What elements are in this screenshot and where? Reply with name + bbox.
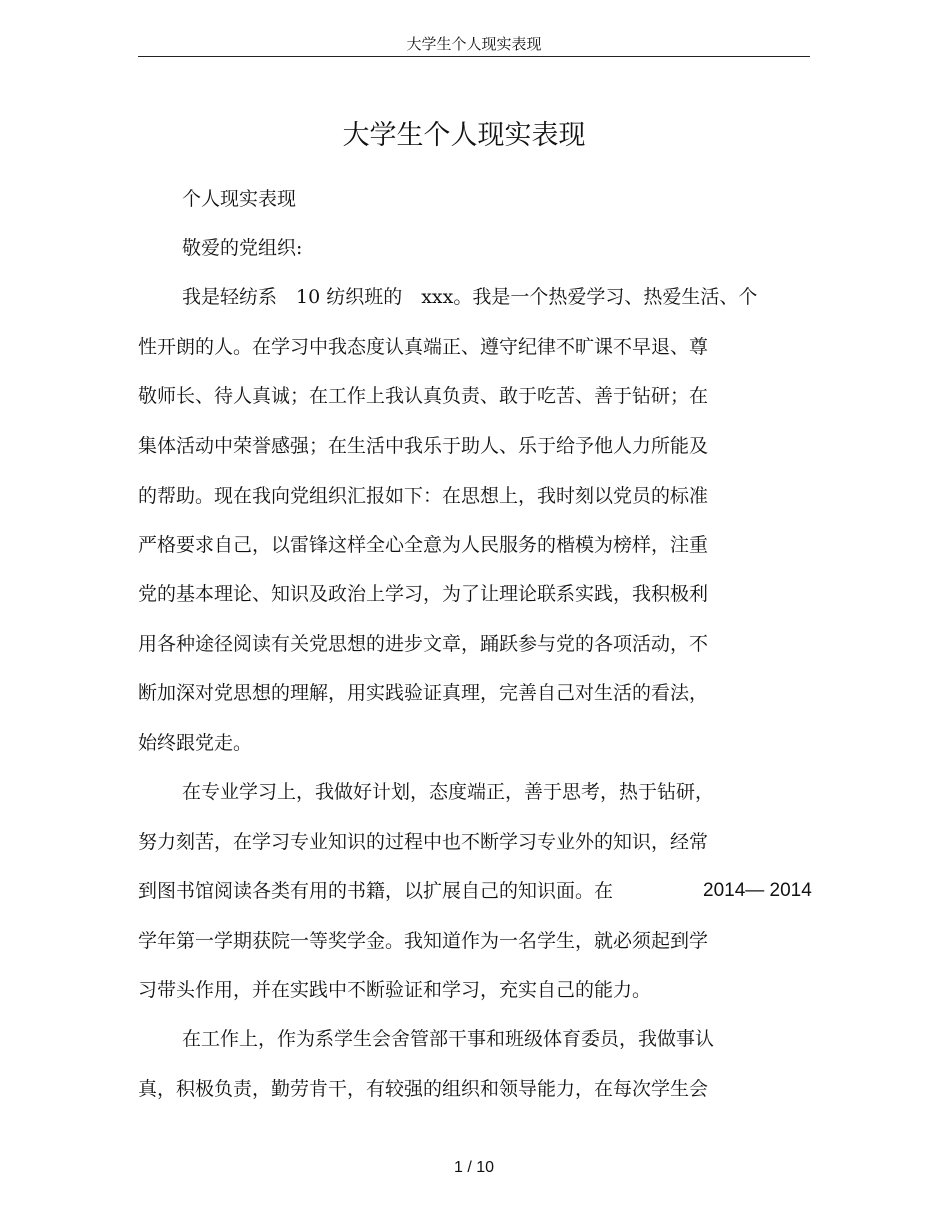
paragraph-2-line-1: 在专业学习上，我做好计划，态度端正，善于思考，热于钻研， (182, 781, 715, 803)
paragraph-3-line-2: 真，积极负责，勤劳肯干，有较强的组织和领导能力，在每次学生会 (138, 1078, 709, 1100)
paragraph-1-line-8: 用各种途径阅读有关党思想的进步文章，踊跃参与党的各项活动，不 (138, 633, 709, 655)
paragraph-3-line-1: 在工作上，作为系学生会舍管部干事和班级体育委员，我做事认 (182, 1028, 715, 1050)
running-header: 大学生个人现实表现 (406, 35, 542, 53)
paragraph-2-line-4: 学年第一学期获院一等奖学金。我知道作为一名学生，就必须起到学 (138, 930, 709, 952)
document-title: 大学生个人现实表现 (342, 120, 586, 151)
paragraph-1-line-5: 的帮助。现在我向党组织汇报如下：在思想上，我时刻以党员的标准 (138, 485, 709, 507)
paragraph-1-line-6: 严格要求自己，以雷锋这样全心全意为人民服务的楷模为榜样，注重 (138, 534, 709, 556)
paragraph-2-line-3: 到图书馆阅读各类有用的书籍，以扩展自己的知识面。在 (138, 880, 614, 902)
paragraph-1-line-3: 敬师长、待人真诚；在工作上我认真负责、敢于吃苦、善于钻研；在 (138, 385, 709, 407)
paragraph-2-line-2: 努力刻苦，在学习专业知识的过程中也不断学习专业外的知识，经常 (138, 831, 709, 853)
header-divider (138, 56, 810, 57)
year-range: 2014— 2014 (703, 880, 812, 901)
paragraph-1-line-10: 始终跟党走。 (138, 732, 253, 754)
paragraph-1-line-2: 性开朗的人。在学习中我态度认真端正、遵守纪律不旷课不早退、尊 (138, 336, 709, 358)
paragraph-1-line-9: 断加深对党思想的理解，用实践验证真理，完善自己对生活的看法， (138, 682, 709, 704)
paragraph-1-line-7: 党的基本理论、知识及政治上学习，为了让理论联系实践，我积极利 (138, 583, 709, 605)
page-number: 1 / 10 (453, 1159, 495, 1176)
paragraph-1-line-1: 我是轻纺系 10 纺织班的 xxx。我是一个热爱学习、热爱生活、个 (182, 286, 758, 308)
section-subtitle: 个人现实表现 (182, 188, 297, 210)
paragraph-1-line-4: 集体活动中荣誉感强；在生活中我乐于助人、乐于给予他人力所能及 (138, 435, 709, 457)
salutation: 敬爱的党组织: (182, 237, 303, 259)
paragraph-2-line-5: 习带头作用，并在实践中不断验证和学习，充实自己的能力。 (138, 979, 652, 1001)
